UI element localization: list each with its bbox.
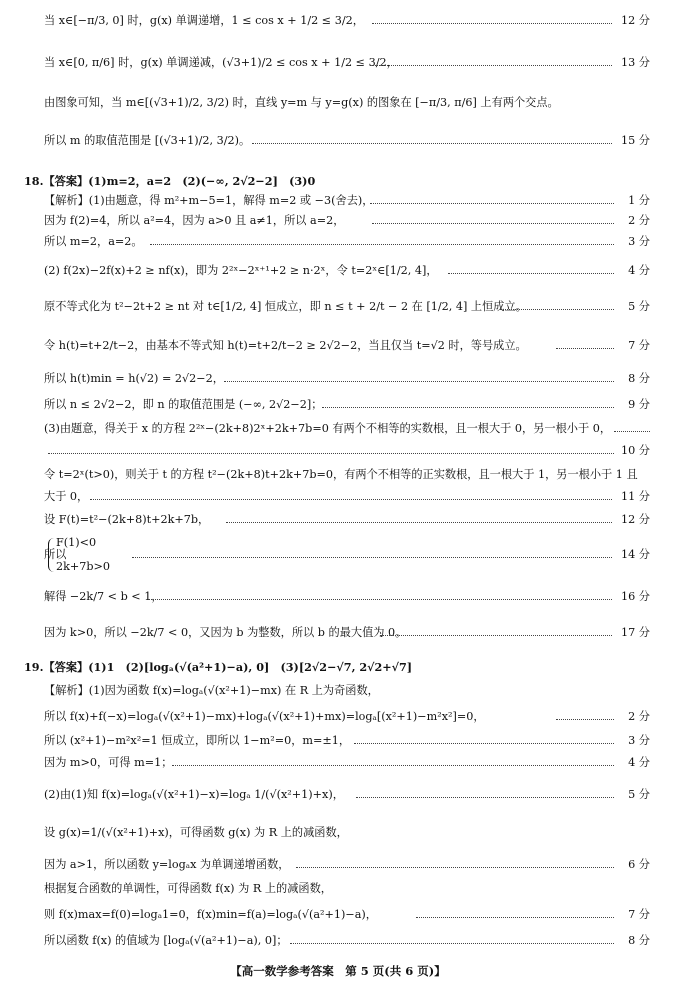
- line-text: 所以函数 f(x) 的值域为 [logₐ(√(a²+1)−a), 0]；: [44, 934, 288, 947]
- leader-dots: [290, 943, 614, 944]
- line-text: 所以 (x²+1)−m²x²=1 恒成立，即所以 1−m²=0，m=±1，: [44, 734, 351, 747]
- leader-dots: [448, 273, 614, 274]
- line-text: 因为 a>1，所以函数 y=logₐx 为单调递增函数，: [44, 858, 290, 871]
- leader-dots: [90, 499, 612, 500]
- score-label: 11 分: [621, 490, 650, 503]
- leader-dots: [224, 381, 614, 382]
- score-label: 6 分: [628, 858, 650, 871]
- leader-dots: [372, 65, 612, 66]
- score-label: 7 分: [628, 339, 650, 352]
- line-text: 所以 f(x)+f(−x)=logₐ(√(x²+1)−mx)+logₐ(√(x²+1)+mx)=logₐ[(x²+1)−m²x²]=0，: [44, 710, 485, 723]
- line-text: (3)由题意，得关于 x 的方程 2²ˣ−(2k+8)2ˣ+2k+7b=0 有两个不相等的实数根，且一根大于 0，另一根小于 0，: [44, 422, 612, 435]
- leader-dots: [614, 431, 650, 432]
- score-label: 10 分: [621, 444, 650, 457]
- score-label: 5 分: [628, 300, 650, 313]
- score-label: 12 分: [621, 14, 650, 27]
- line-text: 大于 0，: [44, 490, 89, 503]
- leader-dots: [172, 765, 614, 766]
- line-text: 所以 m 的取值范围是 [(√3+1)/2, 3/2)。: [44, 134, 251, 147]
- leader-dots: [356, 797, 614, 798]
- leader-dots: [148, 599, 612, 600]
- line-text: 所以 m=2，a=2。: [44, 235, 143, 248]
- score-label: 8 分: [628, 934, 650, 947]
- leader-dots: [252, 143, 612, 144]
- leader-dots: [372, 223, 614, 224]
- leader-dots: [150, 244, 614, 245]
- score-label: 5 分: [628, 788, 650, 801]
- leader-dots: [48, 453, 614, 454]
- line-text: 根据复合函数的单调性，可得函数 f(x) 为 R 上的减函数，: [44, 882, 332, 895]
- line-text: (2) f(2x)−2f(x)+2 ≥ nf(x)，即为 2²ˣ−2ˣ⁺¹+2 ≥ n·2ˣ，令 t=2ˣ∈[1/2, 4]，: [44, 264, 438, 277]
- line-text: 【解析】(1)因为函数 f(x)=logₐ(√(x²+1)−mx) 在 R 上为奇函数，: [44, 684, 379, 697]
- score-label: 14 分: [621, 548, 650, 561]
- line-text: 当 x∈[0, π/6] 时，g(x) 单调递减，(√3+1)/2 ≤ cos x + 1/2 ≤ 3/2，: [44, 56, 398, 69]
- score-label: 1 分: [628, 194, 650, 207]
- score-label: 7 分: [628, 908, 650, 921]
- score-label: 3 分: [628, 734, 650, 747]
- leader-dots: [380, 635, 612, 636]
- line-text: 令 h(t)=t+2/t−2，由基本不等式知 h(t)=t+2/t−2 ≥ 2√2−2，当且仅当 t=√2 时，等号成立。: [44, 339, 527, 352]
- line-text: 因为 m>0，可得 m=1；: [44, 756, 173, 769]
- score-label: 16 分: [621, 590, 650, 603]
- line-text: 19.【答案】(1)1 (2)[logₐ(√(a²+1)−a), 0] (3)[2√2−√7, 2√2+√7]: [24, 660, 413, 674]
- line-text: 【解析】(1)由题意，得 m²+m−5=1，解得 m=2 或 −3(舍去)，: [44, 194, 374, 207]
- leader-dots: [296, 867, 614, 868]
- leader-dots: [322, 407, 614, 408]
- line-text: 由图象可知，当 m∈[(√3+1)/2, 3/2) 时，直线 y=m 与 y=g(x) 的图象在 [−π/3, π/6] 上有两个交点。: [44, 96, 559, 109]
- leader-dots: [500, 309, 614, 310]
- line-text: 2k+7b>0: [56, 560, 111, 573]
- score-label: 8 分: [628, 372, 650, 385]
- score-label: 13 分: [621, 56, 650, 69]
- line-text: 则 f(x)max=f(0)=logₐ1=0，f(x)min=f(a)=logₐ(√(a²+1)−a)，: [44, 908, 377, 921]
- score-label: 3 分: [628, 235, 650, 248]
- line-text: 原不等式化为 t²−2t+2 ≥ nt 对 t∈[1/2, 4] 恒成立，即 n ≤ t + 2/t − 2 在 [1/2, 4] 上恒成立。: [44, 300, 527, 313]
- line-text: 设 g(x)=1/(√(x²+1)+x)，可得函数 g(x) 为 R 上的减函数，: [44, 826, 348, 839]
- leader-dots: [416, 917, 614, 918]
- line-text: 当 x∈[−π/3, 0] 时，g(x) 单调递增，1 ≤ cos x + 1/2 ≤ 3/2，: [44, 14, 364, 27]
- leader-dots: [370, 203, 614, 204]
- leader-dots: [556, 348, 614, 349]
- score-label: 2 分: [628, 710, 650, 723]
- leader-dots: [354, 743, 614, 744]
- line-text: 因为 k>0，所以 −2k/7 < 0，又因为 b 为整数，所以 b 的最大值为 0。: [44, 626, 407, 639]
- line-text: 18.【答案】(1)m=2，a=2 (2)(−∞, 2√2−2] (3)0: [24, 174, 316, 188]
- score-label: 12 分: [621, 513, 650, 526]
- line-text: 因为 f(2)=4，所以 a²=4，因为 a>0 且 a≠1，所以 a=2，: [44, 214, 345, 227]
- score-label: 17 分: [621, 626, 650, 639]
- line-text: 所以: [44, 548, 67, 561]
- line-text: F(1)<0: [56, 536, 97, 549]
- score-label: 2 分: [628, 214, 650, 227]
- line-text: 解得 −2k/7 < b < 1，: [44, 590, 163, 603]
- score-label: 4 分: [628, 264, 650, 277]
- score-label: 4 分: [628, 756, 650, 769]
- line-text: (2)由(1)知 f(x)=logₐ(√(x²+1)−x)=logₐ 1/(√(x²+1)+x)，: [44, 788, 344, 801]
- line-text: 设 F(t)=t²−(2k+8)t+2k+7b，: [44, 513, 210, 526]
- line-text: 令 t=2ˣ(t>0)，则关于 t 的方程 t²−(2k+8)t+2k+7b=0，有两个不相等的正实数根，且一根大于 1，另一根小于 1 且: [44, 468, 638, 481]
- score-label: 9 分: [628, 398, 650, 411]
- leader-dots: [372, 23, 612, 24]
- line-text: 所以 h(t)min = h(√2) = 2√2−2，: [44, 372, 224, 385]
- line-text: 所以 n ≤ 2√2−2，即 n 的取值范围是 (−∞, 2√2−2]；: [44, 398, 323, 411]
- leader-dots: [226, 522, 612, 523]
- score-label: 15 分: [621, 134, 650, 147]
- leader-dots: [556, 719, 614, 720]
- page-footer: 【高一数学参考答案 第 5 页(共 6 页)】: [230, 964, 446, 978]
- system-brace: [48, 538, 55, 572]
- leader-dots: [132, 557, 612, 558]
